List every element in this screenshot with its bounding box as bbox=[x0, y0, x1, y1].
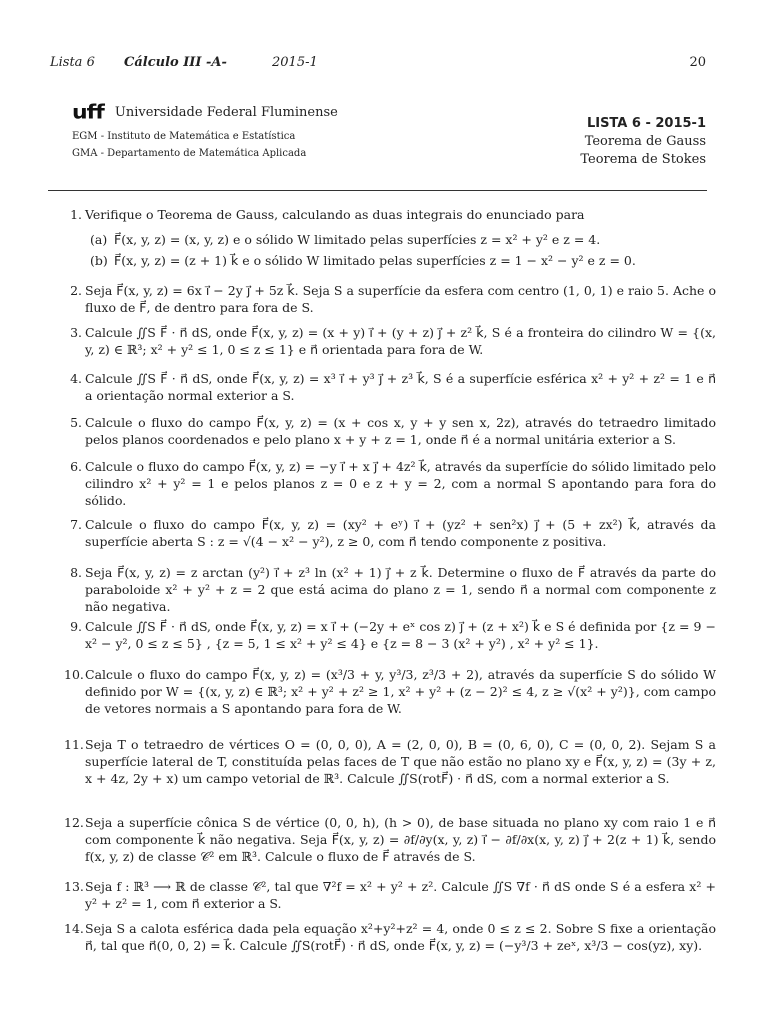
problem-number: 12. bbox=[64, 815, 84, 830]
problem-number: 4. bbox=[70, 371, 82, 386]
problem-text: Calcule ∬S F⃗ · n⃗ dS, onde F⃗(x, y, z) = x i⃗ + (−2y + eˣ cos z) j⃗ + (z + x²) k⃗ e S é definida por {z = 9 − x² − y², 0 ≤ z ≤ 5} , {z = 5, 1 ≤ x² + y² ≤ 4} e {z = 8 − 3 (x² + y²) , x² + y² ≤ 1}. bbox=[85, 619, 716, 651]
topic-stokes: Teorema de Stokes bbox=[580, 152, 706, 167]
problem-number: 1. bbox=[70, 207, 82, 222]
problem-4 bbox=[64, 370, 716, 404]
problem-14 bbox=[64, 920, 716, 954]
problem-6 bbox=[64, 458, 716, 509]
problem-9 bbox=[64, 618, 716, 652]
problem-11 bbox=[64, 736, 716, 787]
problem-13 bbox=[64, 878, 716, 912]
list-title: LISTA 6 - 2015-1 bbox=[586, 116, 706, 131]
problem-5 bbox=[64, 414, 716, 448]
subitem-text: F⃗(x, y, z) = (z + 1) k⃗ e o sólido W limitado pelas superfícies z = 1 − x² − y² e z = 0. bbox=[114, 253, 636, 268]
problem-text: Seja S a calota esférica dada pela equação x²+y²+z² = 4, onde 0 ≤ z ≤ 2. Sobre S fixe a orientação n⃗, tal que n⃗(0, 0, 2) = k⃗. Calcule ∬S(rotF⃗) · n⃗ dS, onde F⃗(x, y, z) = (−y³/3 + zeˣ, x³/3 − cos(yz), xy). bbox=[85, 921, 716, 953]
header-course: Cálculo III -A- bbox=[124, 55, 227, 70]
problem-number: 9. bbox=[70, 619, 82, 634]
department-line: GMA - Departamento de Matemática Aplicada bbox=[72, 148, 307, 159]
uff-logo: uff bbox=[72, 101, 104, 124]
problem-text: Calcule o fluxo do campo F⃗(x, y, z) = (x³/3 + y, y³/3, z³/3 + 2), através da superfície S do sólido W definido por W = {(x, y, z) ∈ ℝ³; x² + y² + z² ≥ 1, x² + y² + (z − 2)² ≤ 4, z ≥ √(x² + y²)}, com campo de vetores normais a S apontando para fora de W. bbox=[85, 667, 716, 716]
problem-text: Calcule o fluxo do campo F⃗(x, y, z) = (xy² + eʸ) i⃗ + (yz² + sen²x) j⃗ + (5 + zx²) k⃗, através da superfície aberta S : z = √(4 − x² − y²), z ≥ 0, com n⃗ tendo componente z positiva. bbox=[85, 517, 716, 549]
problem-8 bbox=[64, 564, 716, 615]
problem-number: 6. bbox=[70, 459, 82, 474]
problem-number: 8. bbox=[70, 565, 82, 580]
problem-text: Seja T o tetraedro de vértices O = (0, 0, 0), A = (2, 0, 0), B = (0, 6, 0), C = (0, 0, 2). Sejam S a superfície lateral de T, constituída pelas faces de T que não estão no plano xy e F⃗(x, y, z) = (3y + z, x + 4z, 2y + x) um campo vetorial de ℝ³. Calcule ∬S(rotF⃗) · n⃗ dS, com a normal exterior a S. bbox=[85, 737, 716, 786]
problem-number: 11. bbox=[64, 737, 84, 752]
problem-3 bbox=[64, 324, 716, 358]
problem-12 bbox=[64, 814, 716, 865]
topic-gauss: Teorema de Gauss bbox=[584, 134, 706, 149]
problem-text: Calcule o fluxo do campo F⃗(x, y, z) = (x + cos x, y + y sen x, 2z), através do tetraedro limitado pelos planos coordenados e pelo plano x + y + z = 1, onde n⃗ é a normal unitária exterior a S. bbox=[85, 415, 716, 447]
university-name: Universidade Federal Fluminense bbox=[114, 105, 338, 120]
problem-text: Seja a superfície cônica S de vértice (0, 0, h), (h > 0), de base situada no plano xy com raio 1 e n⃗ com componente k⃗ não negativa. Seja F⃗(x, y, z) = ∂f/∂y(x, y, z) i⃗ − ∂f/∂x(x, y, z) j⃗ + 2(z + 1) k⃗, sendo f(x, y, z) de classe 𝒞² em ℝ³. Calcule o fluxo de F⃗ através de S. bbox=[85, 815, 716, 864]
problem-number: 14. bbox=[64, 921, 84, 936]
problem-text: Calcule ∬S F⃗ · n⃗ dS, onde F⃗(x, y, z) = (x + y) i⃗ + (y + z) j⃗ + z² k⃗, S é a fronteira do cilindro W = {(x, y, z) ∈ ℝ³; x² + y² ≤ 1, 0 ≤ z ≤ 1} e n⃗ orientada para fora de W. bbox=[85, 325, 716, 357]
problem-10 bbox=[64, 666, 716, 717]
running-header bbox=[50, 55, 706, 73]
problem-number: 10. bbox=[64, 667, 84, 682]
problem-1 bbox=[64, 206, 716, 269]
problem-number: 3. bbox=[70, 325, 82, 340]
problem-text: Calcule ∬S F⃗ · n⃗ dS, onde F⃗(x, y, z) = x³ i⃗ + y³ j⃗ + z³ k⃗, S é a superfície esférica x² + y² + z² = 1 e n⃗ a orientação normal exterior a S. bbox=[85, 371, 716, 403]
problem-text: Seja F⃗(x, y, z) = z arctan (y²) i⃗ + z³ ln (x² + 1) j⃗ + z k⃗. Determine o fluxo de F⃗ através da parte do paraboloide x² + y² + z = 2 que está acima do plano z = 1, sendo n⃗ a normal com componente z não negativa. bbox=[85, 565, 716, 614]
problem-text: Seja F⃗(x, y, z) = 6x i⃗ − 2y j⃗ + 5z k⃗. Seja S a superfície da esfera com centro (1, 0, 1) e raio 5. Ache o fluxo de F⃗, de dentro para fora de S. bbox=[85, 283, 716, 315]
header-lista: Lista 6 bbox=[50, 55, 95, 70]
problem-number: 7. bbox=[70, 517, 82, 532]
problem-text: Seja f : ℝ³ ⟶ ℝ de classe 𝒞², tal que ∇²f = x² + y² + z². Calcule ∬S ∇f · n⃗ dS onde S é a esfera x² + y² + z² = 1, com n⃗ exterior a S. bbox=[85, 879, 716, 911]
institute-line: EGM - Instituto de Matemática e Estatística bbox=[72, 131, 296, 142]
problem-subitem bbox=[90, 252, 716, 269]
problem-number: 13. bbox=[64, 879, 84, 894]
page-number: 20 bbox=[689, 55, 706, 70]
problem-subitem bbox=[90, 231, 716, 248]
list-title-block bbox=[580, 115, 706, 169]
header-divider bbox=[48, 190, 707, 191]
problem-text: Calcule o fluxo do campo F⃗(x, y, z) = −y i⃗ + x j⃗ + 4z² k⃗, através da superfície do sólido limitado pelo cilindro x² + y² = 1 e pelos planos z = 0 e z + y = 2, com a normal S apontando para fora do sólido. bbox=[85, 459, 716, 508]
header-term: 2015-1 bbox=[272, 55, 318, 70]
problem-7 bbox=[64, 516, 716, 550]
problem-number: 5. bbox=[70, 415, 82, 430]
subitem-label: (a) bbox=[90, 232, 108, 247]
problem-text: Verifique o Teorema de Gauss, calculando as duas integrais do enunciado para bbox=[85, 207, 585, 222]
institution-block bbox=[72, 100, 452, 159]
subitem-text: F⃗(x, y, z) = (x, y, z) e o sólido W limitado pelas superfícies z = x² + y² e z = 4. bbox=[114, 232, 601, 247]
problem-2 bbox=[64, 282, 716, 316]
problem-number: 2. bbox=[70, 283, 82, 298]
subitem-label: (b) bbox=[90, 253, 108, 268]
